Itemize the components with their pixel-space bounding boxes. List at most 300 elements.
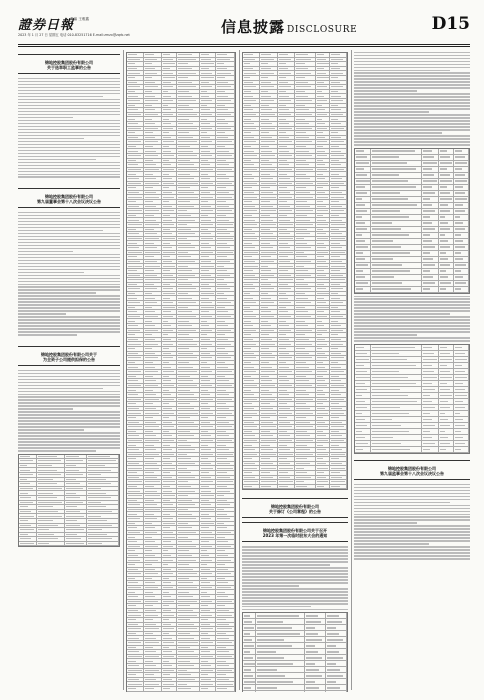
table-cell bbox=[127, 232, 144, 236]
table-cell bbox=[144, 342, 161, 346]
table-cell bbox=[454, 191, 469, 196]
text-line bbox=[18, 218, 120, 219]
table-cell bbox=[177, 407, 200, 411]
table-cell bbox=[216, 67, 235, 71]
table-cell bbox=[200, 526, 215, 530]
text-line bbox=[18, 379, 120, 380]
notice-heading: 锦地控股集团股份有限公司 第九届董事会第十八次会议决议公告 bbox=[37, 193, 101, 204]
table-cell bbox=[127, 241, 144, 245]
text-line bbox=[242, 564, 330, 565]
table-cell bbox=[295, 319, 316, 323]
table-cell bbox=[216, 209, 235, 213]
table-cell bbox=[216, 218, 235, 222]
table-cell bbox=[330, 149, 347, 153]
table-cell bbox=[144, 375, 161, 379]
table-cell bbox=[454, 167, 469, 172]
text-line bbox=[242, 591, 348, 592]
table-cell bbox=[439, 245, 454, 250]
table-cell bbox=[243, 301, 260, 305]
table-cell bbox=[177, 443, 200, 447]
table-cell bbox=[127, 595, 144, 599]
table-cell bbox=[295, 278, 316, 282]
table-cell bbox=[200, 443, 215, 447]
table-cell bbox=[216, 241, 235, 245]
table-row bbox=[355, 287, 469, 293]
table-cell bbox=[37, 478, 65, 482]
table-cell bbox=[243, 643, 256, 648]
table-cell bbox=[177, 664, 200, 668]
table-cell bbox=[260, 117, 279, 121]
table-cell bbox=[260, 195, 279, 199]
table-cell bbox=[162, 549, 177, 553]
table-cell bbox=[177, 476, 200, 480]
table-cell bbox=[260, 104, 279, 108]
table-cell bbox=[144, 462, 161, 466]
table-cell bbox=[37, 537, 65, 541]
table-cell bbox=[330, 430, 347, 434]
table-cell bbox=[278, 214, 295, 218]
table-cell bbox=[371, 227, 422, 232]
table-cell bbox=[330, 370, 347, 374]
table-cell bbox=[127, 434, 144, 438]
table-cell bbox=[144, 453, 161, 457]
table-cell bbox=[243, 163, 260, 167]
table-cell bbox=[260, 205, 279, 209]
table-cell bbox=[127, 554, 144, 558]
table-cell bbox=[200, 499, 215, 503]
table-cell bbox=[216, 195, 235, 199]
table-cell bbox=[144, 540, 161, 544]
table-cell bbox=[127, 319, 144, 323]
table-cell bbox=[200, 554, 215, 558]
text-line bbox=[354, 543, 429, 544]
text-line bbox=[242, 561, 348, 562]
table-cell bbox=[200, 375, 215, 379]
table-cell bbox=[243, 191, 260, 195]
table-cell bbox=[439, 387, 454, 392]
table-cell bbox=[371, 369, 422, 374]
table-cell bbox=[127, 421, 144, 425]
table-cell bbox=[316, 398, 331, 402]
table-cell bbox=[316, 237, 331, 241]
table-cell bbox=[144, 283, 161, 287]
table-cell bbox=[200, 613, 215, 617]
text-line bbox=[354, 93, 470, 94]
table-cell bbox=[216, 113, 235, 117]
table-cell bbox=[162, 99, 177, 103]
table-cell bbox=[144, 687, 161, 691]
table-cell bbox=[216, 117, 235, 121]
table-cell bbox=[177, 53, 200, 57]
table-cell bbox=[87, 537, 119, 541]
table-cell bbox=[330, 443, 347, 447]
table-cell bbox=[278, 443, 295, 447]
text-line bbox=[18, 385, 120, 386]
table-cell bbox=[216, 673, 235, 677]
text-line bbox=[354, 514, 470, 515]
table-cell bbox=[19, 487, 37, 491]
table-cell bbox=[216, 287, 235, 291]
table-cell bbox=[243, 67, 260, 71]
table-cell bbox=[144, 140, 161, 144]
table-cell bbox=[256, 619, 305, 624]
table-cell bbox=[200, 122, 215, 126]
table-cell bbox=[243, 200, 260, 204]
table-cell bbox=[278, 430, 295, 434]
table-cell bbox=[127, 301, 144, 305]
table-cell bbox=[316, 453, 331, 457]
table-cell bbox=[127, 581, 144, 585]
table-cell bbox=[200, 260, 215, 264]
table-cell bbox=[260, 398, 279, 402]
text-line bbox=[354, 75, 470, 76]
table-cell bbox=[316, 365, 331, 369]
table-cell bbox=[127, 94, 144, 98]
table-cell bbox=[422, 447, 438, 452]
table-cell bbox=[243, 338, 260, 342]
table-cell bbox=[326, 649, 347, 654]
table-cell bbox=[162, 67, 177, 71]
text-line bbox=[354, 72, 470, 73]
table-cell bbox=[144, 494, 161, 498]
table-cell bbox=[177, 503, 200, 507]
table-cell bbox=[316, 466, 331, 470]
table-cell bbox=[316, 255, 331, 259]
table-cell bbox=[127, 563, 144, 567]
table-cell bbox=[162, 71, 177, 75]
table-cell bbox=[144, 586, 161, 590]
table-cell bbox=[65, 514, 87, 518]
table-cell bbox=[127, 545, 144, 549]
table-cell bbox=[87, 455, 119, 459]
table-cell bbox=[439, 269, 454, 274]
table-cell bbox=[162, 471, 177, 475]
table-cell bbox=[330, 421, 347, 425]
table-cell bbox=[260, 485, 279, 489]
table-cell bbox=[19, 542, 37, 546]
table-cell bbox=[65, 496, 87, 500]
table-cell bbox=[127, 572, 144, 576]
text-line bbox=[354, 96, 470, 97]
table-cell bbox=[278, 163, 295, 167]
table-cell bbox=[243, 361, 260, 365]
table-cell bbox=[144, 136, 161, 140]
table-cell bbox=[162, 310, 177, 314]
table-cell bbox=[200, 347, 215, 351]
table-cell bbox=[177, 177, 200, 181]
table-cell bbox=[127, 535, 144, 539]
text-line bbox=[354, 126, 470, 127]
table-cell bbox=[200, 687, 215, 691]
table-cell bbox=[371, 387, 422, 392]
table-cell bbox=[316, 430, 331, 434]
table-cell bbox=[162, 365, 177, 369]
table-cell bbox=[295, 292, 316, 296]
text-line bbox=[18, 376, 120, 377]
table-cell bbox=[295, 448, 316, 452]
table-cell bbox=[278, 76, 295, 80]
table-cell bbox=[37, 524, 65, 528]
table-cell bbox=[162, 296, 177, 300]
table-cell bbox=[127, 159, 144, 163]
table-cell bbox=[162, 384, 177, 388]
table-cell bbox=[144, 572, 161, 576]
table-cell bbox=[355, 405, 371, 410]
table-cell bbox=[295, 315, 316, 319]
table-cell bbox=[330, 168, 347, 172]
text-line bbox=[242, 570, 348, 571]
table-cell bbox=[144, 522, 161, 526]
table-cell bbox=[454, 441, 469, 446]
table-cell bbox=[278, 191, 295, 195]
notice-block bbox=[18, 188, 120, 208]
table-cell bbox=[305, 619, 326, 624]
table-cell bbox=[422, 417, 438, 422]
table-cell bbox=[127, 310, 144, 314]
table-cell bbox=[260, 388, 279, 392]
table-cell bbox=[278, 319, 295, 323]
table-cell bbox=[422, 281, 438, 286]
text-line bbox=[354, 496, 470, 497]
table-cell bbox=[260, 200, 279, 204]
table-cell bbox=[330, 182, 347, 186]
text-line bbox=[18, 408, 73, 409]
table-cell bbox=[162, 269, 177, 273]
table-cell bbox=[316, 182, 331, 186]
text-line bbox=[354, 138, 470, 139]
table-cell bbox=[127, 522, 144, 526]
table-cell bbox=[355, 411, 371, 416]
text-line bbox=[18, 441, 120, 442]
table-cell bbox=[295, 228, 316, 232]
table-cell bbox=[200, 439, 215, 443]
table-cell bbox=[355, 263, 371, 268]
table-cell bbox=[243, 218, 260, 222]
table-cell bbox=[305, 685, 326, 690]
table-cell bbox=[127, 682, 144, 686]
table-cell bbox=[162, 526, 177, 530]
table-cell bbox=[330, 379, 347, 383]
table-cell bbox=[216, 636, 235, 640]
table-cell bbox=[260, 122, 279, 126]
table-cell bbox=[177, 595, 200, 599]
table-cell bbox=[330, 223, 347, 227]
table-cell bbox=[278, 448, 295, 452]
table-cell bbox=[87, 468, 119, 472]
table-cell bbox=[162, 131, 177, 135]
data-table bbox=[242, 52, 348, 490]
table-cell bbox=[243, 62, 260, 66]
table-cell bbox=[422, 435, 438, 440]
table-cell bbox=[162, 333, 177, 337]
table-cell bbox=[371, 191, 422, 196]
text-line bbox=[18, 266, 120, 267]
table-cell bbox=[371, 399, 422, 404]
table-cell bbox=[295, 384, 316, 388]
table-cell bbox=[162, 466, 177, 470]
text-line bbox=[354, 508, 470, 509]
text-line bbox=[18, 295, 120, 296]
table-cell bbox=[19, 519, 37, 523]
table-cell bbox=[295, 99, 316, 103]
table-cell bbox=[295, 453, 316, 457]
table-cell bbox=[200, 62, 215, 66]
table-cell bbox=[243, 58, 260, 62]
table-cell bbox=[200, 287, 215, 291]
table-cell bbox=[127, 499, 144, 503]
table-cell bbox=[162, 531, 177, 535]
text-line bbox=[18, 162, 120, 163]
table-cell bbox=[316, 278, 331, 282]
text-line bbox=[242, 579, 348, 580]
table-cell bbox=[243, 370, 260, 374]
table-cell bbox=[422, 429, 438, 434]
table-cell bbox=[162, 554, 177, 558]
table-cell bbox=[144, 310, 161, 314]
table-cell bbox=[278, 149, 295, 153]
table-cell bbox=[278, 140, 295, 144]
table-cell bbox=[216, 62, 235, 66]
table-cell bbox=[177, 655, 200, 659]
table-cell bbox=[260, 402, 279, 406]
text-line bbox=[18, 313, 66, 314]
table-cell bbox=[216, 274, 235, 278]
table-cell bbox=[162, 218, 177, 222]
text-line bbox=[18, 275, 120, 276]
text-line bbox=[18, 248, 120, 249]
table-cell bbox=[216, 99, 235, 103]
table-cell bbox=[454, 245, 469, 250]
table-cell bbox=[330, 104, 347, 108]
table-cell bbox=[260, 168, 279, 172]
table-cell bbox=[144, 526, 161, 530]
table-cell bbox=[330, 53, 347, 57]
table-cell bbox=[144, 154, 161, 158]
table-cell bbox=[87, 491, 119, 495]
table-cell bbox=[243, 655, 256, 660]
table-cell bbox=[278, 324, 295, 328]
table-cell bbox=[316, 218, 331, 222]
table-cell bbox=[65, 533, 87, 537]
table-cell bbox=[422, 191, 438, 196]
table-cell bbox=[243, 421, 260, 425]
text-line bbox=[354, 328, 470, 329]
table-cell bbox=[260, 306, 279, 310]
table-cell bbox=[144, 577, 161, 581]
table-cell bbox=[256, 691, 305, 692]
table-cell bbox=[144, 365, 161, 369]
table-cell bbox=[216, 90, 235, 94]
table-cell bbox=[316, 71, 331, 75]
table-cell bbox=[278, 315, 295, 319]
table-cell bbox=[316, 384, 331, 388]
table-cell bbox=[439, 447, 454, 452]
table-cell bbox=[127, 85, 144, 89]
table-cell bbox=[295, 136, 316, 140]
table-cell bbox=[200, 572, 215, 576]
table-cell bbox=[278, 306, 295, 310]
table-cell bbox=[200, 356, 215, 360]
table-cell bbox=[295, 255, 316, 259]
table-cell bbox=[295, 214, 316, 218]
table-cell bbox=[330, 480, 347, 484]
table-cell bbox=[177, 485, 200, 489]
table-cell bbox=[162, 572, 177, 576]
table-cell bbox=[243, 228, 260, 232]
table-cell bbox=[127, 209, 144, 213]
text-line bbox=[354, 304, 470, 305]
table-cell bbox=[87, 533, 119, 537]
table-cell bbox=[216, 430, 235, 434]
table-cell bbox=[200, 489, 215, 493]
table-cell bbox=[144, 673, 161, 677]
text-line bbox=[354, 322, 470, 323]
table-cell bbox=[260, 76, 279, 80]
table-cell bbox=[278, 246, 295, 250]
table-cell bbox=[439, 209, 454, 214]
table-cell bbox=[19, 455, 37, 459]
table-cell bbox=[326, 625, 347, 630]
table-cell bbox=[200, 117, 215, 121]
text-line bbox=[18, 96, 103, 97]
text-line bbox=[354, 301, 470, 302]
table-cell bbox=[330, 296, 347, 300]
table-cell bbox=[243, 430, 260, 434]
table-cell bbox=[162, 145, 177, 149]
table-cell bbox=[177, 577, 200, 581]
table-cell bbox=[200, 402, 215, 406]
text-line bbox=[354, 298, 470, 299]
table-cell bbox=[316, 168, 331, 172]
table-cell bbox=[371, 429, 422, 434]
table-cell bbox=[144, 512, 161, 516]
table-cell bbox=[355, 227, 371, 232]
table-cell bbox=[260, 361, 279, 365]
text-line bbox=[18, 257, 120, 258]
table-cell bbox=[200, 522, 215, 526]
text-line bbox=[18, 176, 120, 177]
table-cell bbox=[162, 117, 177, 121]
table-cell bbox=[19, 473, 37, 477]
table-cell bbox=[200, 641, 215, 645]
table-cell bbox=[316, 338, 331, 342]
table-cell bbox=[127, 655, 144, 659]
table-cell bbox=[422, 351, 438, 356]
table-cell bbox=[127, 636, 144, 640]
column-divider bbox=[123, 50, 124, 690]
text-line bbox=[18, 260, 120, 261]
text-line bbox=[354, 99, 470, 100]
table-cell bbox=[216, 104, 235, 108]
table-cell bbox=[454, 399, 469, 404]
table-cell bbox=[216, 563, 235, 567]
table-cell bbox=[127, 402, 144, 406]
table-cell bbox=[454, 209, 469, 214]
table-cell bbox=[127, 81, 144, 85]
table-cell bbox=[127, 182, 144, 186]
table-cell bbox=[177, 388, 200, 392]
table-cell bbox=[260, 58, 279, 62]
table-cell bbox=[162, 434, 177, 438]
table-cell bbox=[127, 228, 144, 232]
table-cell bbox=[200, 563, 215, 567]
table-cell bbox=[295, 342, 316, 346]
table-cell bbox=[305, 631, 326, 636]
table-cell bbox=[278, 439, 295, 443]
table-cell bbox=[260, 329, 279, 333]
table-cell bbox=[216, 439, 235, 443]
table-cell bbox=[216, 168, 235, 172]
